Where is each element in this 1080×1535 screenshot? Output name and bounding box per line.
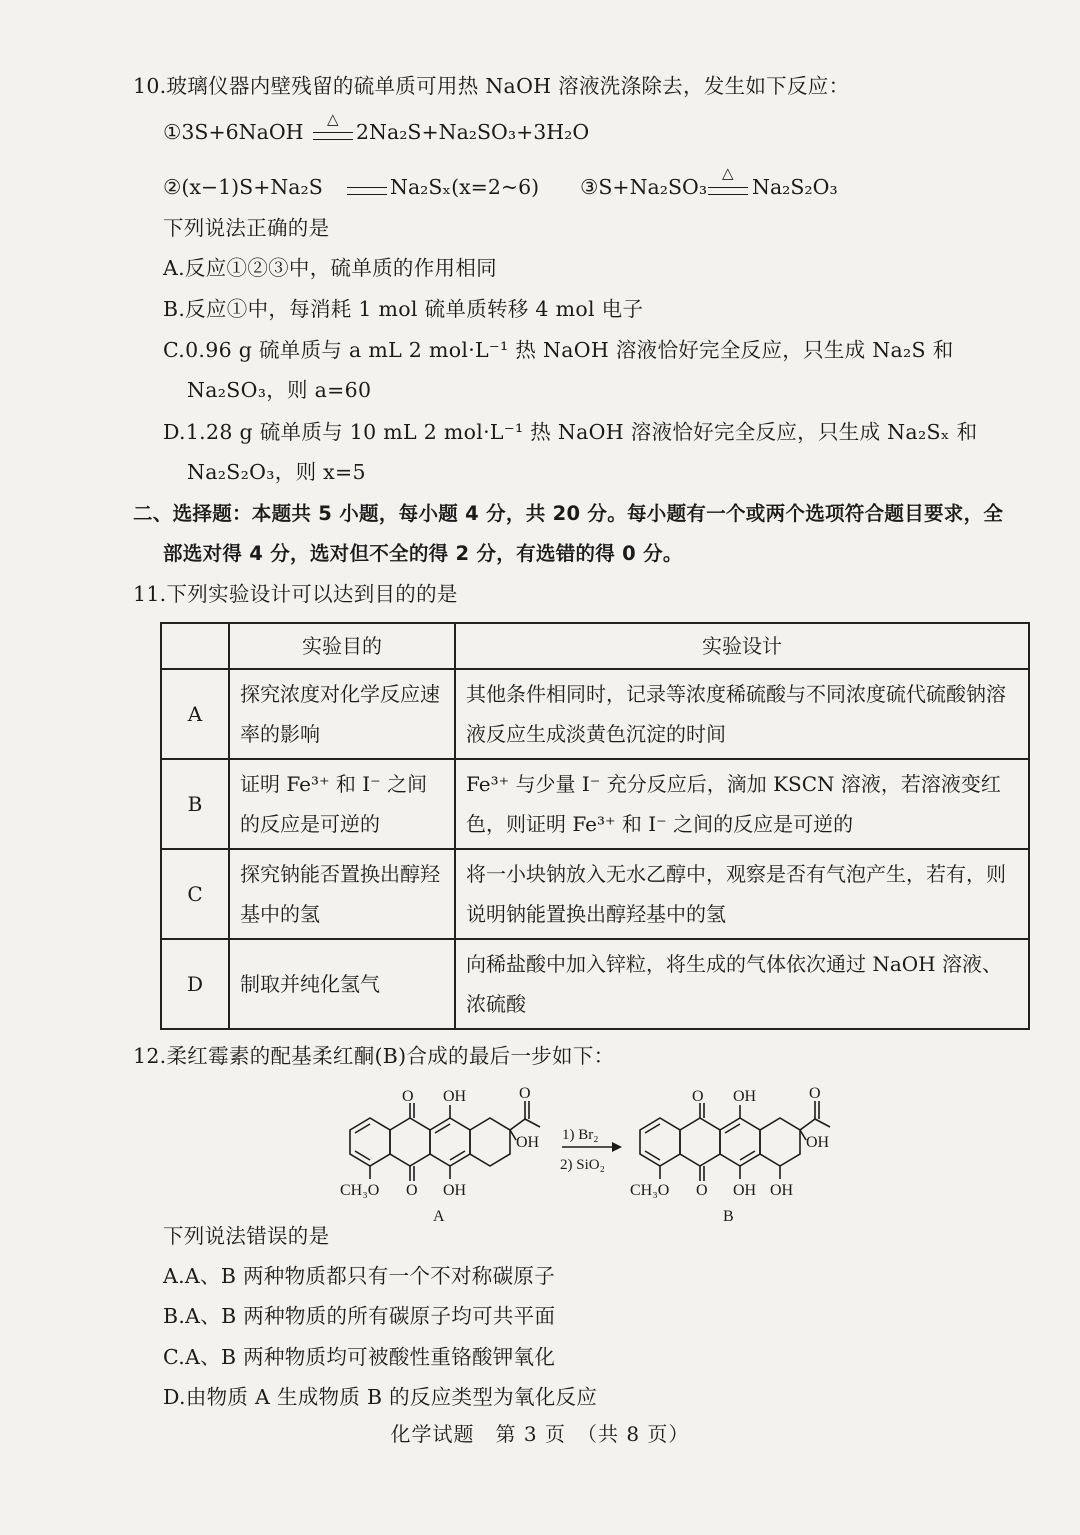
goal-cell: 证明 Fe³⁺ 和 I⁻ 之间的反应是可逆的 (229, 759, 455, 849)
q12-option-c: C.A、B 两种物质均可被酸性重铬酸钾氧化 (163, 1345, 556, 1369)
design-cell: 将一小块钠放入无水乙醇中，观察是否有气泡产生，若有，则说明钠能置换出醇羟基中的氢 (455, 849, 1029, 939)
hydroxyl-label: OH (443, 1088, 467, 1105)
hydroxyl-label: OH (770, 1182, 794, 1199)
design-cell: 其他条件相同时，记录等浓度稀硫酸与不同浓度硫代硫酸钠溶液反应生成淡黄色沉淀的时间 (455, 669, 1029, 759)
equation-bar (313, 132, 353, 140)
q10-eq3-right: Na₂S₂O₃ (752, 175, 838, 199)
molecule-label-a: A (433, 1208, 445, 1225)
option-cell: A (161, 669, 229, 759)
equation-bar (708, 187, 748, 195)
q12-option-d: D.由物质 A 生成物质 B 的反应类型为氧化反应 (163, 1385, 598, 1409)
q10-eq2-left: ②(x−1)S+Na₂S (163, 175, 323, 199)
experiment-table (160, 622, 1030, 1030)
arrow-head-icon (612, 1142, 622, 1152)
hydroxyl-label: OH (516, 1134, 540, 1151)
oxo-label: O (809, 1085, 821, 1102)
table-header-row (161, 623, 1029, 669)
reagent-1: 1) Br₂ (562, 1127, 599, 1143)
hydroxyl-label: OH (733, 1088, 757, 1105)
q12-option-b: B.A、B 两种物质的所有碳原子均可共平面 (163, 1304, 556, 1328)
q10-option-c: C.0.96 g 硫单质与 a mL 2 mol·L⁻¹ 热 NaOH 溶液恰好完全反应，只生成 Na₂S 和 (163, 338, 954, 362)
q10-option-c-cont: Na₂SO₃，则 a=60 (187, 378, 372, 402)
hydroxyl-label: OH (806, 1134, 830, 1151)
q10-prompt: 下列说法正确的是 (163, 216, 330, 240)
option-cell: B (161, 759, 229, 849)
reagent-2: 2) SiO₂ (560, 1157, 605, 1173)
goal-cell: 制取并纯化氢气 (229, 939, 455, 1029)
table-header-cell: 实验目的 (229, 623, 455, 669)
q10-eq1-left: ①3S+6NaOH (163, 120, 304, 144)
design-cell: Fe³⁺ 与少量 I⁻ 充分反应后，滴加 KSCN 溶液，若溶液变红色，则证明 Fe³⁺ 和 I⁻ 之间的反应是可逆的 (455, 759, 1029, 849)
table-row (161, 939, 1029, 1029)
reaction-scheme (330, 1085, 850, 1225)
oxo-label: O (519, 1085, 531, 1102)
methoxy-label: CH₃O (630, 1182, 670, 1199)
q10-eq2-right: Na₂Sₓ(x=2~6) (390, 175, 540, 199)
table-header-cell: 实验设计 (455, 623, 1029, 669)
oxo-label: O (402, 1088, 414, 1105)
heat-symbol: △ (327, 110, 339, 128)
molecule-a-structure (350, 1101, 540, 1181)
option-cell: D (161, 939, 229, 1029)
oxo-label: O (696, 1182, 708, 1199)
q11-stem: 11.下列实验设计可以达到目的的是 (133, 582, 458, 606)
hydroxyl-label: OH (733, 1182, 757, 1199)
q10-eq1-right: 2Na₂S+Na₂SO₃+3H₂O (356, 120, 590, 144)
table-row (161, 759, 1029, 849)
methoxy-label: CH₃O (340, 1182, 380, 1199)
heat-symbol: △ (722, 164, 734, 182)
table-row (161, 849, 1029, 939)
table-row (161, 669, 1029, 759)
q10-eq3-left: ③S+Na₂SO₃ (580, 175, 708, 199)
q10-option-a: A.反应①②③中，硫单质的作用相同 (163, 256, 497, 280)
molecule-b-structure (640, 1101, 830, 1181)
hydroxyl-label: OH (443, 1182, 467, 1199)
q12-option-a: A.A、B 两种物质都只有一个不对称碳原子 (163, 1264, 556, 1288)
goal-cell: 探究浓度对化学反应速率的影响 (229, 669, 455, 759)
table-header-cell (161, 623, 229, 669)
section-heading: 二、选择题：本题共 5 小题，每小题 4 分，共 20 分。每小题有一个或两个选项符合题目要求，全 (133, 502, 1004, 525)
molecule-label-b: B (723, 1208, 734, 1225)
oxo-label: O (692, 1088, 704, 1105)
q12-prompt: 下列说法错误的是 (163, 1224, 330, 1248)
equation-bar (347, 187, 387, 195)
q10-option-d-cont: Na₂S₂O₃，则 x=5 (187, 460, 366, 484)
q10-option-d: D.1.28 g 硫单质与 10 mL 2 mol·L⁻¹ 热 NaOH 溶液恰好完全反应，只生成 Na₂Sₓ 和 (163, 420, 978, 444)
q10-option-b: B.反应①中，每消耗 1 mol 硫单质转移 4 mol 电子 (163, 297, 644, 321)
oxo-label: O (406, 1182, 418, 1199)
page-footer: 化学试题 第 3 页 （共 8 页） (390, 1422, 690, 1446)
q12-stem: 12.柔红霉素的配基柔红酮(B)合成的最后一步如下： (133, 1044, 615, 1068)
goal-cell: 探究钠能否置换出醇羟基中的氢 (229, 849, 455, 939)
section-heading-cont: 部选对得 4 分，选对但不全的得 2 分，有选错的得 0 分。 (163, 542, 683, 565)
option-cell: C (161, 849, 229, 939)
q10-stem: 10.玻璃仪器内壁残留的硫单质可用热 NaOH 溶液洗涤除去，发生如下反应： (133, 74, 850, 98)
design-cell: 向稀盐酸中加入锌粒，将生成的气体依次通过 NaOH 溶液、浓硫酸 (455, 939, 1029, 1029)
